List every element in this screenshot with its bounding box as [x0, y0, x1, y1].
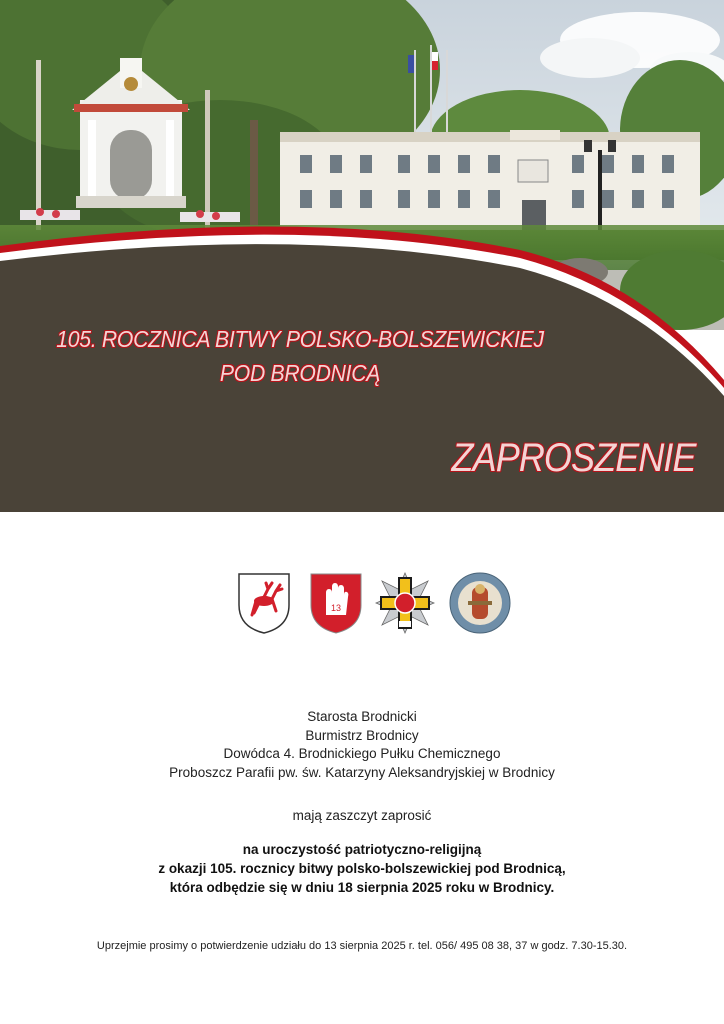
- banner-title-line2: POD BRODNICĄ: [219, 360, 381, 386]
- military-cross-icon: [374, 571, 436, 635]
- occasion-text: [0, 840, 724, 897]
- host-line: Starosta Brodnicki: [307, 709, 417, 724]
- occasion-line: która odbędzie się w dniu 18 sierpnia 2025 roku w Brodnicy.: [169, 880, 555, 895]
- invitation-heading: ZAPROSZENIE: [451, 436, 696, 480]
- occasion-line: na uroczystość patriotyczno-religijną: [242, 842, 482, 857]
- occasion-line: z okazji 105. rocznicy bitwy polsko-bolszewickiej pod Brodnicą,: [158, 861, 566, 876]
- deer-crest-icon: [236, 571, 292, 635]
- host-line: Dowódca 4. Brodnickiego Pułku Chemicznego: [223, 746, 501, 761]
- hand-crest-icon: [308, 571, 364, 635]
- host-line: Proboszcz Parafii pw. św. Katarzyny Aleksandryjskiej w Brodnicy: [169, 764, 555, 780]
- hosts-list: [0, 708, 724, 782]
- banner-title-line1: 105. ROCZNICA BITWY POLSKO-BOLSZEWICKIEJ: [56, 326, 544, 352]
- host-line: Burmistrz Brodnicy: [305, 727, 419, 743]
- svg-text:13: 13: [330, 603, 342, 613]
- honor-text: mają zaszczyt zaprosić: [292, 808, 432, 823]
- office-building: [280, 130, 700, 235]
- parish-seal-icon: [448, 571, 512, 635]
- logos-row: [236, 571, 512, 637]
- rsvp-footer: Uprzejmie prosimy o potwierdzenie udziału do 13 sierpnia 2025 r. tel. 056/ 495 08 38, 37 w godz. 7.30-15.30.: [96, 940, 628, 952]
